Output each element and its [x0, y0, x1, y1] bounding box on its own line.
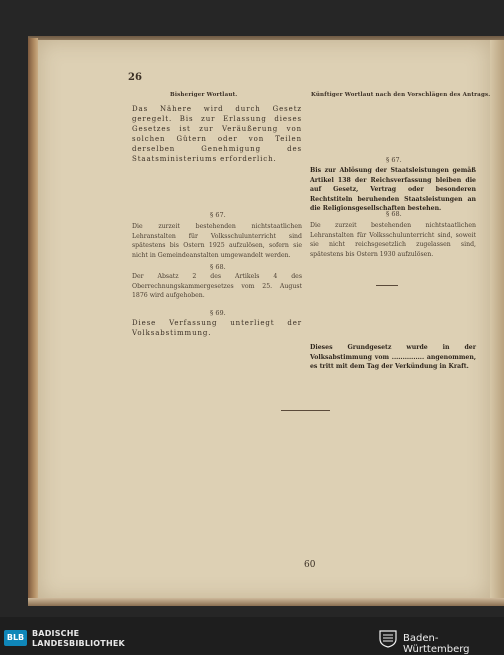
left-s67-text: Die zurzeit bestehenden nichtstaatlichen Lehranstalten für Volksschulunterricht sind spätestens bis Ostern 1925 aufzulösen, sofern sie nicht in Gemeindeanstalten umgewandelt werden. [132, 223, 302, 259]
left-s69-heading: § 69. [210, 309, 226, 317]
book-edge-right [490, 40, 504, 600]
right-s67-text: Bis zur Ablösung der Staatsleistungen gemäß Artikel 138 der Reichsverfassung bleiben die auf Gesetz, Vertrag oder besonderen Rechtstiteln beruhenden Staatsleistungen an die Religionsgesellschaften bestehen. [310, 167, 476, 212]
right-s68-text: Die zurzeit bestehenden nichtstaatlichen Lehranstalten für Volksschulunterricht sind, soweit sie nicht reichsgesetzlich zugelassen sind, spätestens bis Ostern 1930 aufzulösen. [310, 222, 476, 258]
left-s69-text: Diese Verfassung unterliegt der Volksabstimmung. [132, 319, 302, 337]
right-column-header: Künftiger Wortlaut nach den Vorschlägen des Antrags. [311, 92, 491, 98]
left-s68-text: Der Absatz 2 des Artikels 4 des Oberrechnungskammergesetzes vom 25. August 1876 wird aufgehoben. [132, 273, 302, 299]
left-s68-heading: § 68. [210, 263, 226, 271]
right-closing-text: Dieses Grundgesetz wurde in der Volksabstimmung vom ............... angenommen, es tritt mit dem Tag der Verkündung in Kraft. [310, 344, 476, 370]
center-rule [281, 410, 330, 411]
blb-logo[interactable]: BLB [4, 630, 27, 646]
right-s67-heading: § 67. [386, 156, 402, 164]
baden-wuerttemberg-crest-icon [378, 628, 398, 648]
left-column-header: Bisheriger Wortlaut. [170, 92, 238, 98]
left-s67-heading: § 67. [210, 211, 226, 219]
right-s68-heading: § 68. [386, 210, 402, 218]
book-edge-bottom [28, 598, 504, 606]
left-block1: Das Nähere wird durch Gesetz geregelt. Bis zur Erlassung dieses Gesetzes ist zur Veräußerung von solchen Gütern oder von Teilen derselben Genehmigung des Staatsministeriums erforderlich. [132, 105, 302, 163]
page-number-top: 26 [128, 72, 142, 83]
right-short-rule [376, 285, 398, 286]
partner-name[interactable]: Baden-Württemberg [403, 633, 470, 655]
org-name-line1: BADISCHE [32, 629, 80, 638]
page-number-bottom: 60 [304, 560, 316, 570]
org-name-line2: LANDESBIBLIOTHEK [32, 639, 125, 648]
book-edge-left [28, 38, 38, 604]
